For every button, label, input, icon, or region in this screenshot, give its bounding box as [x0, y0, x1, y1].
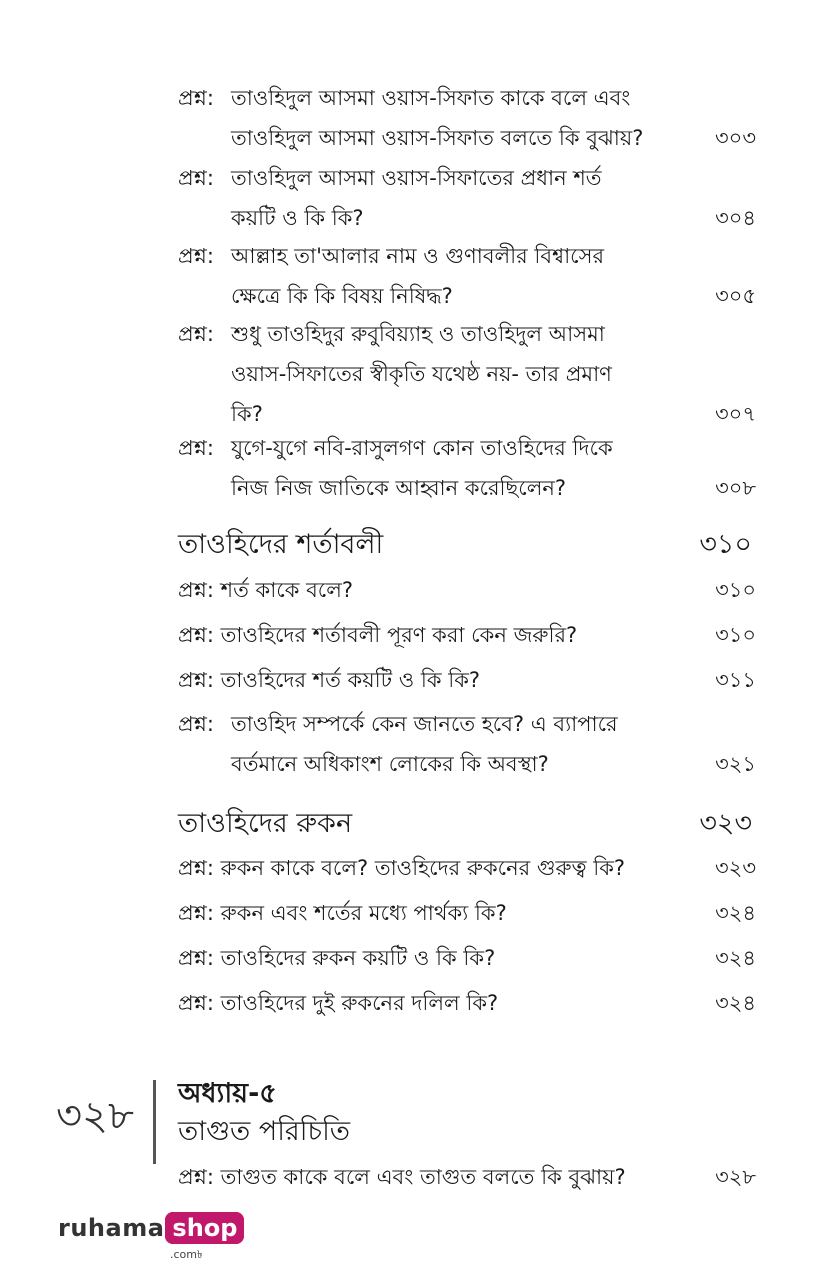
page-ref: ৩০৮ — [715, 476, 756, 500]
toc-entry — [178, 158, 756, 238]
toc-entry — [178, 314, 756, 434]
question-label: প্রশ্ন: — [178, 712, 214, 736]
page-ref: ৩০৩ — [715, 126, 756, 150]
toc-entry — [178, 236, 756, 316]
page-ref: ৩২৩ — [715, 856, 756, 880]
chapter-subtitle: তাগুত পরিচিতি — [178, 1116, 351, 1147]
entry-line: বর্তমানে অধিকাংশ লোকের কি অবস্থা? — [231, 752, 549, 776]
page-ref: ৩০৭ — [715, 402, 756, 426]
entry-text: প্রশ্ন: রুকন এবং শর্তের মধ্যে পার্থক্য কি? — [178, 901, 507, 925]
logo-domain: .com৳ — [170, 1248, 203, 1261]
question-label: প্রশ্ন: — [178, 86, 214, 110]
entry-line: শুধু তাওহিদুর রুবুবিয়্যাহ ও তাওহিদুল আসমা — [231, 322, 605, 346]
entry-line: যুগে-যুগে নবি-রাসুলগণ কোন তাওহিদের দিকে — [231, 436, 613, 460]
toc-entry — [178, 428, 756, 508]
toc-entry — [178, 1157, 756, 1197]
toc-entry — [178, 983, 756, 1023]
entry-line: তাওহিদুল আসমা ওয়াস-সিফাত কাকে বলে এবং — [231, 86, 631, 110]
toc-entry — [178, 78, 756, 158]
entry-line: আল্লাহ তা'আলার নাম ও গুণাবলীর বিশ্বাসের — [231, 244, 605, 268]
entry-line: তাওহিদুল আসমা ওয়াস-সিফাতের প্রধান শর্ত — [231, 166, 602, 190]
section-title: তাওহিদের রুকন — [178, 808, 353, 839]
entry-text: প্রশ্ন: তাওহিদের শর্তাবলী পূরণ করা কেন জরুরি? — [178, 623, 578, 647]
entry-text: প্রশ্ন: তাওহিদের রুকন কয়টি ও কি কি? — [178, 946, 496, 970]
toc-entry — [178, 615, 756, 655]
chapter-title: অধ্যায়-৫ — [178, 1078, 277, 1109]
page-ref: ৩২৩ — [699, 808, 752, 839]
entry-line: ওয়াস-সিফাতের স্বীকৃতি যথেষ্ঠ নয়- তার প্রমাণ — [231, 362, 612, 386]
chapter-divider — [153, 1080, 156, 1164]
page-ref: ৩০৪ — [715, 206, 756, 230]
entry-text: প্রশ্ন: শর্ত কাকে বলে? — [178, 578, 354, 602]
entry-line: কি? — [231, 402, 263, 426]
question-label: প্রশ্ন: — [178, 166, 214, 190]
page-ref: ৩২১ — [715, 752, 756, 776]
toc-entry — [178, 893, 756, 933]
question-label: প্রশ্ন: — [178, 436, 214, 460]
entry-line: ক্ষেত্রে কি কি বিষয় নিষিদ্ধ? — [231, 284, 453, 308]
ruhamashop-logo — [58, 1213, 244, 1261]
entry-text: প্রশ্ন: তাওহিদের দুই রুকনের দলিল কি? — [178, 991, 499, 1015]
section-heading — [178, 525, 756, 565]
chapter-page-number: ৩২৮ — [56, 1093, 134, 1139]
question-label: প্রশ্ন: — [178, 244, 214, 268]
page-ref: ৩২৪ — [715, 946, 756, 970]
page-ref: ৩১০ — [699, 529, 752, 560]
page-ref: ৩১১ — [715, 668, 756, 692]
entry-text: প্রশ্ন: তাওহিদের শর্ত কয়টি ও কি কি? — [178, 668, 481, 692]
entry-line: নিজ নিজ জাতিকে আহ্বান করেছিলেন? — [231, 476, 567, 500]
page-ref: ৩২৪ — [715, 991, 756, 1015]
entry-line: তাওহিদ সম্পর্কে কেন জানতে হবে? এ ব্যাপারে — [231, 712, 618, 736]
entry-line: কয়টি ও কি কি? — [231, 206, 364, 230]
question-label: প্রশ্ন: — [178, 322, 214, 346]
entry-line: তাওহিদুল আসমা ওয়াস-সিফাত বলতে কি বুঝায়? — [231, 126, 644, 150]
toc-entry — [178, 660, 756, 700]
toc-entry — [178, 570, 756, 610]
entry-text: প্রশ্ন: রুকন কাকে বলে? তাওহিদের রুকনের গুরুত্ব কি? — [178, 856, 626, 880]
page-ref: ৩২৪ — [715, 901, 756, 925]
logo-shop-badge: shop — [165, 1212, 244, 1244]
toc-entry — [178, 704, 756, 784]
page-ref: ৩১০ — [715, 578, 756, 602]
page-ref: ৩০৫ — [715, 284, 756, 308]
entry-text: প্রশ্ন: তাগুত কাকে বলে এবং তাগুত বলতে কি বুঝায়? — [178, 1165, 626, 1189]
toc-entry — [178, 848, 756, 888]
section-title: তাওহিদের শর্তাবলী — [178, 529, 384, 560]
page-ref: ৩১০ — [715, 623, 756, 647]
logo-text: ruhama — [58, 1214, 165, 1242]
page-ref: ৩২৮ — [715, 1165, 756, 1189]
section-heading — [178, 804, 756, 844]
toc-entry — [178, 938, 756, 978]
